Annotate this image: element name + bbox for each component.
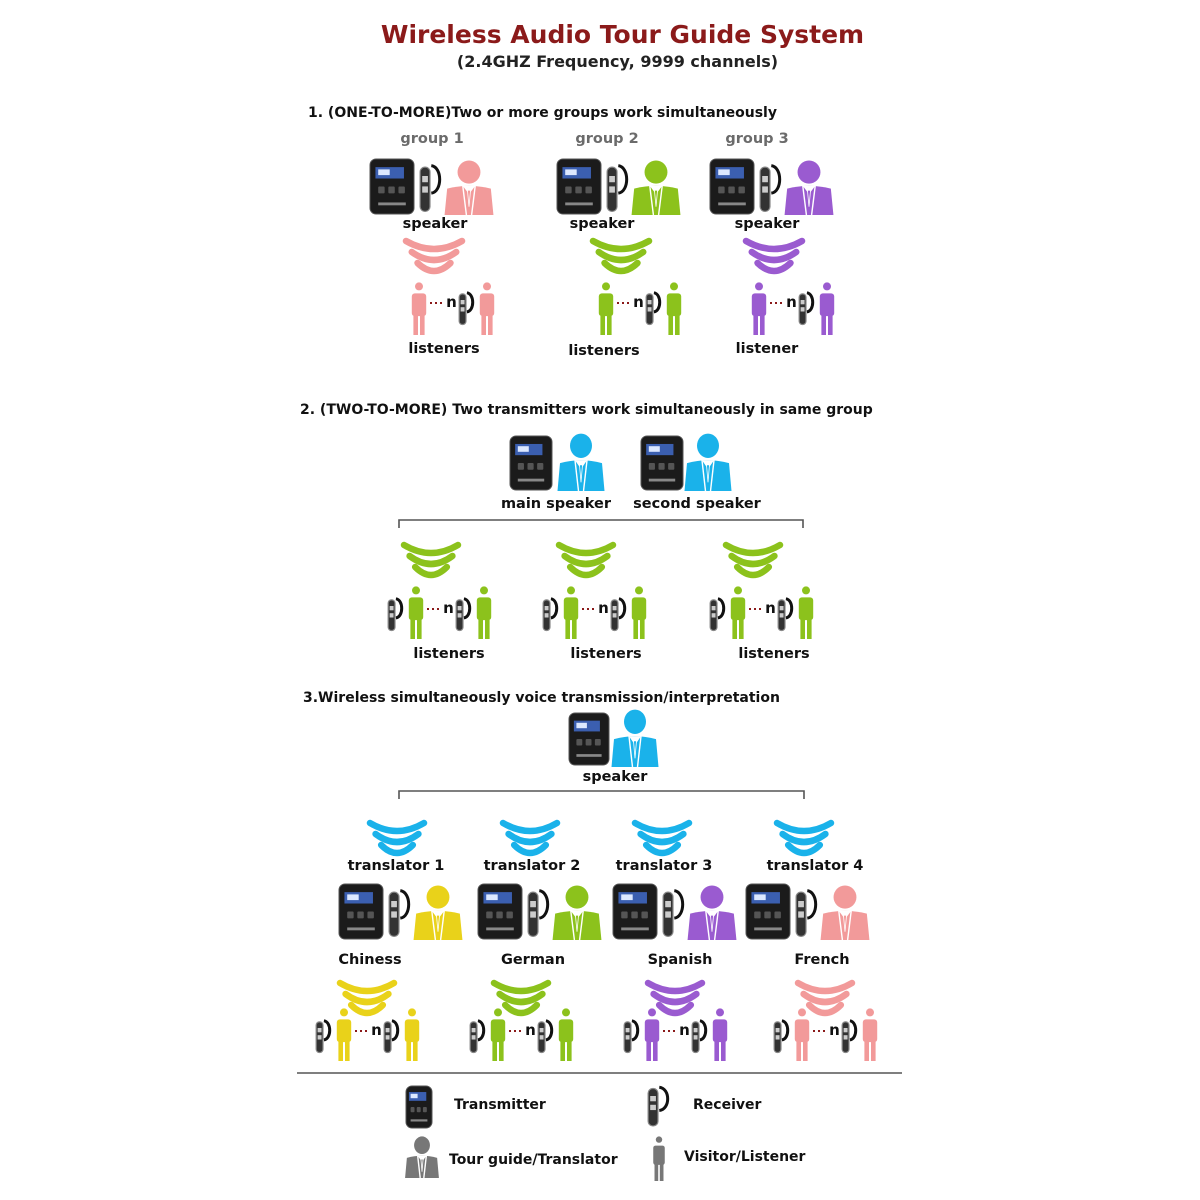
receiver-icon <box>772 1019 790 1055</box>
listener-person-icon <box>556 1007 576 1061</box>
section3-heading: 3.Wireless simultaneously voice transmission/interpretation <box>303 690 780 706</box>
receiver-icon <box>793 888 819 940</box>
listener-person-icon <box>651 1135 667 1181</box>
translator2-label: translator 2 <box>483 858 581 874</box>
receiver-icon <box>645 1085 671 1129</box>
legend-visitor-label: Visitor/Listener <box>684 1149 806 1165</box>
group2-listeners-label: listeners <box>568 343 640 359</box>
wave-icon <box>773 818 835 859</box>
group2-name: group 2 <box>575 131 639 147</box>
s2-listeners-label-1: listeners <box>413 646 485 662</box>
page-title: Wireless Audio Tour Guide System <box>380 20 865 49</box>
speaker-person-icon <box>630 160 682 215</box>
listener-person-icon <box>561 585 581 639</box>
listener-person-icon <box>642 1007 662 1061</box>
speaker-person-icon <box>683 433 733 491</box>
group1-name: group 1 <box>400 131 464 147</box>
transmitter-icon <box>709 158 755 215</box>
listener-person-icon <box>409 281 429 335</box>
translator3-label: translator 3 <box>615 858 713 874</box>
legend-transmitter-label: Transmitter <box>454 1097 546 1113</box>
wave-icon <box>589 236 653 277</box>
listener-person-icon <box>406 585 426 639</box>
receiver-icon <box>541 597 559 633</box>
speaker-person-icon <box>412 885 464 940</box>
transmitter-icon <box>745 883 791 940</box>
language3-label: Spanish <box>647 952 713 968</box>
svg-text:n: n <box>765 599 776 617</box>
n-connector <box>427 597 453 617</box>
group2-speaker-label: speaker <box>569 216 635 232</box>
main-speaker-label: main speaker <box>500 496 612 512</box>
transmitter-icon <box>568 712 610 766</box>
n-connector <box>770 291 796 311</box>
wave-icon <box>555 540 617 581</box>
listener-person-icon <box>710 1007 730 1061</box>
receiver-icon <box>382 1019 400 1055</box>
receiver-icon <box>660 888 686 940</box>
language1-label: Chiness <box>338 952 402 968</box>
wave-icon <box>499 818 561 859</box>
receiver-icon <box>536 1019 554 1055</box>
listener-person-icon <box>488 1007 508 1061</box>
transmitter-icon <box>509 435 553 491</box>
speaker-person-icon <box>443 160 495 215</box>
receiver-icon <box>468 1019 486 1055</box>
listener-person-icon <box>749 281 769 335</box>
section2-heading: 2. (TWO-TO-MORE) Two transmitters work simultaneously in same group <box>300 402 873 418</box>
language2-label: German <box>500 952 566 968</box>
speaker-person-icon <box>556 433 606 491</box>
group3-speaker-label: speaker <box>734 216 800 232</box>
receiver-icon <box>690 1019 708 1055</box>
receiver-icon <box>454 597 472 633</box>
receiver-icon <box>417 163 443 215</box>
receiver-icon <box>776 597 794 633</box>
group1-listeners-label: listeners <box>408 341 480 357</box>
n-connector <box>749 597 775 617</box>
wave-icon <box>742 236 806 277</box>
transmitter-icon <box>477 883 523 940</box>
receiver-icon <box>622 1019 640 1055</box>
wave-icon <box>402 236 466 277</box>
wave-icon <box>400 540 462 581</box>
wave-icon <box>722 540 784 581</box>
listener-person-icon <box>402 1007 422 1061</box>
group3-name: group 3 <box>725 131 789 147</box>
page-subtitle: (2.4GHZ Frequency, 9999 channels) <box>456 52 779 71</box>
group1-speaker-label: speaker <box>402 216 468 232</box>
svg-text:n: n <box>786 293 797 311</box>
speaker-person-icon <box>783 160 835 215</box>
svg-text:n: n <box>443 599 454 617</box>
receiver-icon <box>386 597 404 633</box>
listener-person-icon <box>629 585 649 639</box>
transmitter-icon <box>612 883 658 940</box>
n-connector <box>617 291 643 311</box>
speaker-person-icon <box>551 885 603 940</box>
listener-person-icon <box>728 585 748 639</box>
n-connector <box>509 1019 535 1039</box>
listener-person-icon <box>596 281 616 335</box>
listener-person-icon <box>792 1007 812 1061</box>
legend-receiver-label: Receiver <box>693 1097 762 1113</box>
speaker-person-icon <box>610 709 660 767</box>
transmitter-icon <box>405 1085 433 1129</box>
n-connector <box>663 1019 689 1039</box>
n-connector <box>582 597 608 617</box>
listener-person-icon <box>477 281 497 335</box>
n-connector <box>355 1019 381 1039</box>
wave-icon <box>366 818 428 859</box>
receiver-icon <box>708 597 726 633</box>
language4-label: French <box>794 952 850 968</box>
transmitter-icon <box>556 158 602 215</box>
n-connector <box>813 1019 839 1039</box>
speaker-person-icon <box>819 885 871 940</box>
transmitter-icon <box>338 883 384 940</box>
section3-bracket <box>399 791 804 799</box>
listener-person-icon <box>334 1007 354 1061</box>
receiver-icon <box>840 1019 858 1055</box>
listener-person-icon <box>860 1007 880 1061</box>
receiver-icon <box>644 291 662 327</box>
translator4-label: translator 4 <box>766 858 864 874</box>
n-connector <box>430 291 456 311</box>
s3-speaker-label: speaker <box>582 769 648 785</box>
receiver-icon <box>757 163 783 215</box>
s2-listeners-label-3: listeners <box>738 646 810 662</box>
transmitter-icon <box>369 158 415 215</box>
receiver-icon <box>314 1019 332 1055</box>
receiver-icon <box>457 291 475 327</box>
wave-icon <box>631 818 693 859</box>
svg-text:n: n <box>446 293 457 311</box>
speaker-person-icon <box>686 885 738 940</box>
group3-listeners-label: listener <box>735 341 799 357</box>
translator1-label: translator 1 <box>347 858 445 874</box>
speaker-person-icon <box>404 1136 440 1178</box>
receiver-icon <box>386 888 412 940</box>
receiver-icon <box>525 888 551 940</box>
s2-listeners-label-2: listeners <box>570 646 642 662</box>
svg-text:n: n <box>633 293 644 311</box>
svg-text:n: n <box>598 599 609 617</box>
receiver-icon <box>609 597 627 633</box>
transmitter-icon <box>640 435 684 491</box>
legend-guide-label: Tour guide/Translator <box>449 1152 618 1168</box>
listener-person-icon <box>664 281 684 335</box>
receiver-icon <box>604 163 630 215</box>
svg-text:n: n <box>371 1021 382 1039</box>
svg-text:n: n <box>679 1021 690 1039</box>
section1-heading: 1. (ONE-TO-MORE)Two or more groups work simultaneously <box>308 105 777 121</box>
listener-person-icon <box>796 585 816 639</box>
svg-text:n: n <box>525 1021 536 1039</box>
second-speaker-label: second speaker <box>633 496 761 512</box>
listener-person-icon <box>474 585 494 639</box>
svg-text:n: n <box>829 1021 840 1039</box>
section2-bracket <box>399 520 803 528</box>
receiver-icon <box>797 291 815 327</box>
listener-person-icon <box>817 281 837 335</box>
